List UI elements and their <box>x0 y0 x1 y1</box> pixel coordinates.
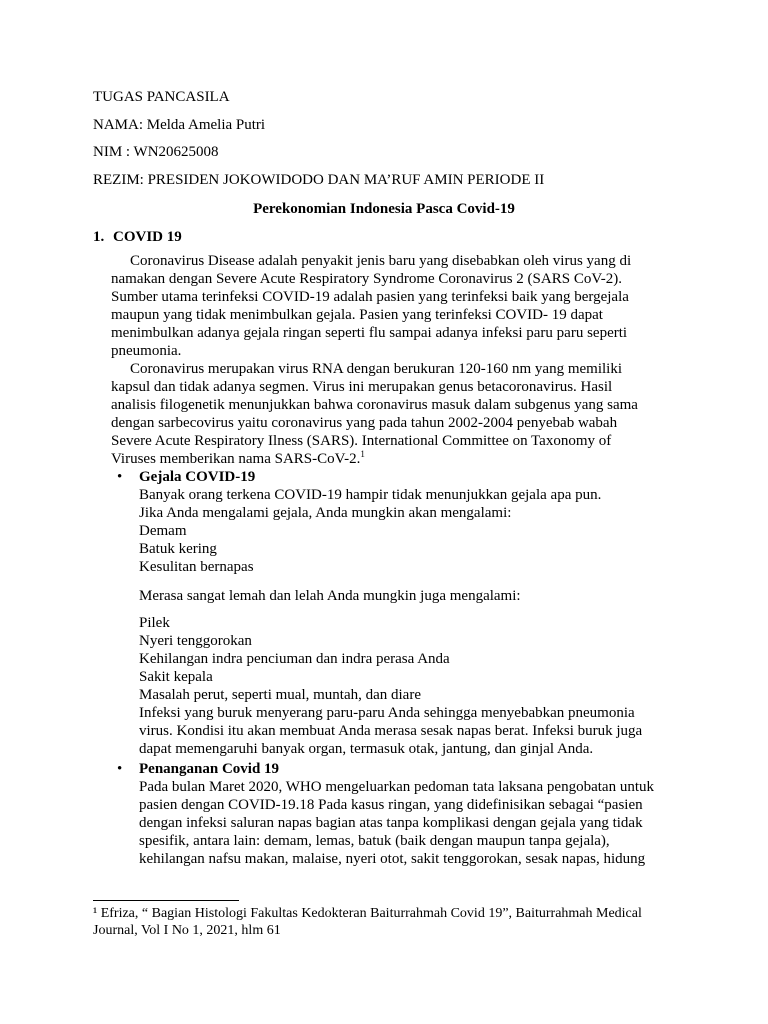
list-item: Jika Anda mengalami gejala, Anda mungkin akan mengalami: <box>139 505 512 521</box>
paragraph-line: kapsul dan tidak adanya segmen. Virus ini merupakan genus betacoronavirus. Hasil <box>111 379 613 395</box>
list-item: Masalah perut, seperti mual, muntah, dan diare <box>139 687 421 703</box>
paragraph-line <box>111 450 681 468</box>
section-number: 1. <box>93 229 105 245</box>
paragraph-1 <box>111 252 681 360</box>
bullet-heading-penanganan <box>117 760 279 778</box>
symptom-list-c <box>139 614 642 758</box>
paragraph-line: spesifik, antara lain: demam, lemas, batuk (baik dengan maupun tanpa gejala), <box>139 833 610 849</box>
bullet-heading-gejala <box>117 468 255 486</box>
footnote-line: Journal, Vol I No 1, 2021, hlm 61 <box>93 923 281 938</box>
list-item: Infeksi yang buruk menyerang paru-paru Anda sehingga menyebabkan pneumonia <box>139 705 635 721</box>
paragraph-2 <box>111 360 681 468</box>
paragraph-line: Severe Acute Respiratory Ilness (SARS). International Committee on Taxonomy of <box>111 433 612 449</box>
bullet-dot: • <box>117 469 123 485</box>
list-item: Kehilangan indra penciuman dan indra perasa Anda <box>139 651 450 667</box>
footnote <box>93 905 693 939</box>
list-item: Sakit kepala <box>139 669 213 685</box>
section-heading-text: COVID 19 <box>113 229 182 245</box>
treatment-paragraph <box>139 778 654 868</box>
symptom-list-a <box>139 486 601 576</box>
paragraph-line: pasien dengan COVID-19.18 Pada kasus ringan, yang didefinisikan sebagai “pasien <box>139 797 643 813</box>
list-item: Merasa sangat lemah dan lelah Anda mungkin juga mengalami: <box>139 588 521 604</box>
list-item: Nyeri tenggorokan <box>139 633 252 649</box>
list-item: Pilek <box>139 615 170 631</box>
paragraph-line: dengan infeksi saluran napas bagian atas tanpa komplikasi dengan gejala yang tidak <box>139 815 643 831</box>
symptom-intro-b <box>139 587 521 605</box>
paragraph-line: Sumber utama terinfeksi COVID-19 adalah pasien yang terinfeksi baik yang bergejala <box>111 289 629 305</box>
paragraph-text: Viruses memberikan nama SARS-CoV-2. <box>111 451 361 467</box>
paragraph-line: Coronavirus merupakan virus RNA dengan berukuran 120-160 nm yang memiliki <box>130 361 622 377</box>
list-item: Demam <box>139 523 187 539</box>
student-name-line: NAMA: Melda Amelia Putri <box>93 117 266 133</box>
list-item: Banyak orang terkena COVID-19 hampir tidak menunjukkan gejala apa pun. <box>139 487 602 503</box>
student-id-line: NIM : WN20625008 <box>93 144 219 160</box>
paragraph-line: dengan sarbecovirus yaitu coronavirus yang pada tahun 2002-2004 penyebab wabah <box>111 415 618 431</box>
paragraph-line: maupun yang tidak menimbulkan gejala. Pasien yang terinfeksi COVID- 19 dapat <box>111 307 603 323</box>
bullet-heading-text: Penanganan Covid 19 <box>139 761 280 777</box>
paragraph-line: Coronavirus Disease adalah penyakit jenis baru yang disebabkan oleh virus yang di <box>130 253 632 269</box>
paragraph-line: menimbulkan adanya gejala ringan seperti flu sampai adanya infeksi paru paru seperti <box>111 325 628 341</box>
footnote-reference[interactable]: 1 <box>360 449 365 459</box>
document-title: Perekonomian Indonesia Pasca Covid-19 <box>253 201 515 217</box>
footnote-separator <box>93 900 239 901</box>
paragraph-line: pneumonia. <box>111 343 182 359</box>
regime-line: REZIM: PRESIDEN JOKOWIDODO DAN MA’RUF AMIN PERIODE II <box>93 172 545 188</box>
paragraph-line: Pada bulan Maret 2020, WHO mengeluarkan pedoman tata laksana pengobatan untuk <box>139 779 654 795</box>
list-item: Batuk kering <box>139 541 217 557</box>
footnote-line: ¹ Efriza, “ Bagian Histologi Fakultas Kedokteran Baiturrahmah Covid 19”, Baiturrahmah Medical <box>93 906 642 921</box>
bullet-dot: • <box>117 761 123 777</box>
paragraph-line: analisis filogenetik menunjukkan bahwa coronavirus masuk dalam subgenus yang sama <box>111 397 638 413</box>
subject-line: TUGAS PANCASILA <box>93 89 230 105</box>
bullet-heading-text: Gejala COVID-19 <box>139 469 256 485</box>
paragraph-line: namakan dengan Severe Acute Respiratory Syndrome Coronavirus 2 (SARS CoV-2). <box>111 271 623 287</box>
list-item: Kesulitan bernapas <box>139 559 254 575</box>
section-heading <box>93 228 182 246</box>
list-item: dapat memengaruhi banyak organ, termasuk otak, jantung, dan ginjal Anda. <box>139 741 594 757</box>
paragraph-line: kehilangan nafsu makan, malaise, nyeri otot, sakit tenggorokan, sesak napas, hidung <box>139 851 646 867</box>
list-item: virus. Kondisi itu akan membuat Anda merasa sesak napas berat. Infeksi buruk juga <box>139 723 643 739</box>
